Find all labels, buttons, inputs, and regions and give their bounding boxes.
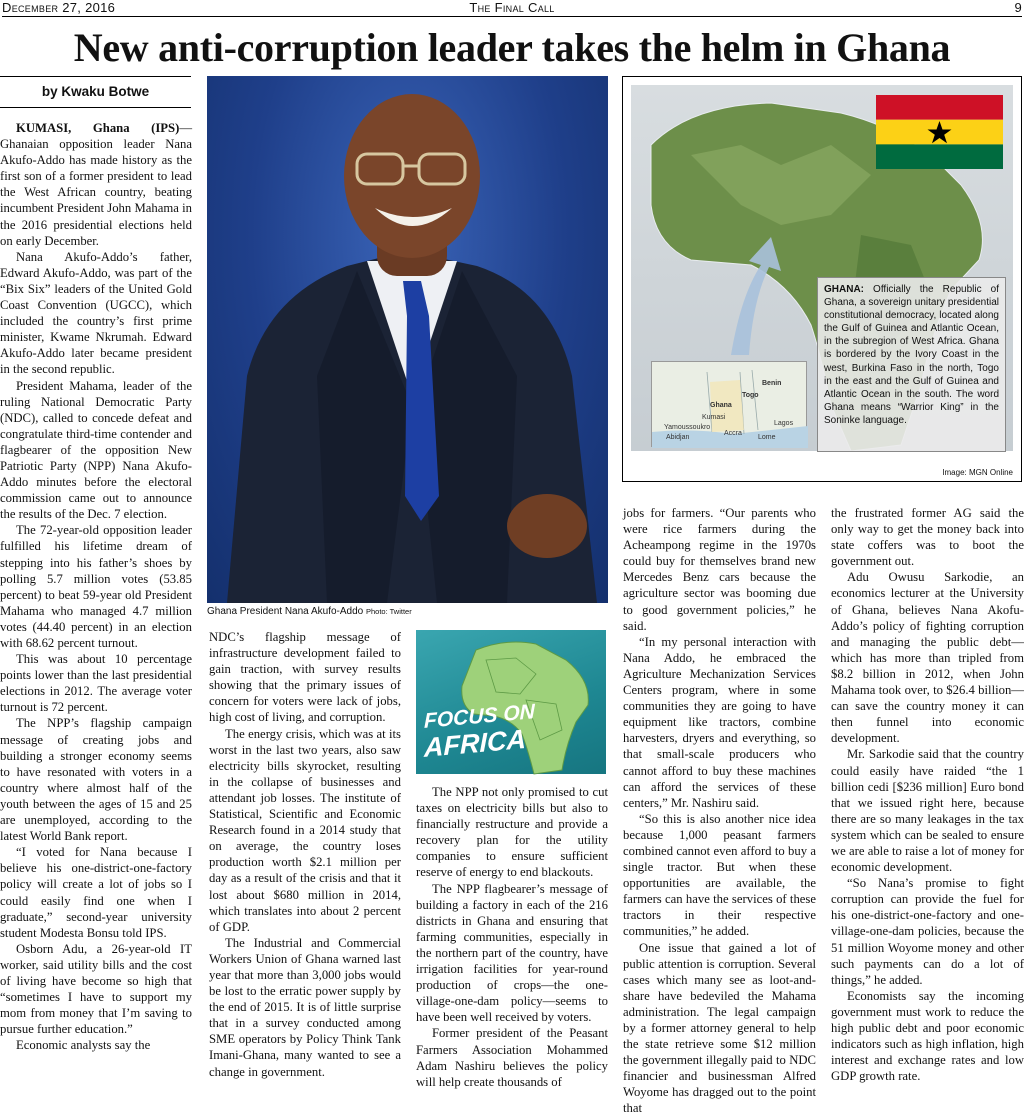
paragraph: The 72-year-old opposition leader fulfilled his lifetime dream of stepping into his father’s shoes by polling 5.7 million votes (53.85 percent) to beat 59-year old President Mahama who managed 4.7 million votes (44.40 percent) in an election with 68.62 percent turnout. xyxy=(0,523,192,650)
running-head xyxy=(2,0,1022,17)
paragraph: The energy crisis, which was at its worst in the last two years, also saw electricity bills skyrocket, resulting in the collapse of businesses and attendant job losses. The institute of Statistical, Scientific and Economic Research found in a 2014 study that on average, the country loses production worth $2.1 million per day as a result of the crisis and that it lost about $680 million in 2014, which translates into about 2 percent of GDP. xyxy=(209,726,401,934)
africa-map xyxy=(631,85,1013,451)
article-column-5 xyxy=(831,505,1024,1108)
ghana-info-box xyxy=(817,277,1006,452)
caption-text: Ghana President Nana Akufo-Addo xyxy=(207,606,364,617)
inset-label: Abidjan xyxy=(666,434,690,441)
paragraph: This was about 10 percentage points lower than the last presidential elections in 2012. The average voter turnout is 72 percent. xyxy=(0,652,192,715)
paragraph: Economists say the incoming government must work to reduce the high public debt and poor economic indicators such as high inflation, high interest and exchange rates and low GDP growth rate. xyxy=(831,988,1024,1084)
inset-label: Yamoussoukro xyxy=(664,424,711,431)
president-photo xyxy=(207,76,608,603)
article-headline: New anti-corruption leader takes the helm in Ghana xyxy=(73,25,951,70)
paragraph: jobs for farmers. “Our parents who were rice farmers during the Acheampong regime in the 1970s could buy for themselves brand new Mercedes Benz cars because the agriculture sector was booming due to good government policies,” he said. xyxy=(623,506,816,633)
focus-line-2: AFRICA xyxy=(424,723,526,763)
inset-label: Lome xyxy=(758,434,776,441)
paragraph: One issue that gained a lot of public attention is corruption. Several cases which many see as loot-and-share have bedeviled the Mahama administration. The legal campaign by a former attorney general to help the state retrieve some $12 million the government illegally paid to NDC financier and businessman Alfred Woyome has dragged out to the point that xyxy=(623,940,816,1116)
paragraph: The NPP’s flagship campaign message of creating jobs and building a stronger economy seems to have resonated with voters in a country where almost half of the youth between the ages of 15 and 25 are unemployed, according to the latest World Bank report. xyxy=(0,716,192,844)
inset-label: Togo xyxy=(742,392,759,399)
paragraph: “In my personal interaction with Nana Addo, he embraced the Agriculture Mechanization Services Centers program, where in some communities they are going to have equipment like tractors, combine harvesters, dryers and everything, so that small-scale producers who cannot afford to buy these machines can afford the services of these centers,” Mr. Nashiru said. xyxy=(623,634,816,810)
inset-label: Kumasi xyxy=(702,414,726,421)
inset-label: Accra xyxy=(724,430,742,437)
focus-line-1: FOCUS ON xyxy=(424,700,535,733)
ghana-map-figure xyxy=(622,76,1022,482)
page-number: 9 xyxy=(1014,0,1022,15)
paragraph: NDC’s flagship message of infrastructure development failed to gain traction, with survey results showing that the primary issues of concern for voters were lack of jobs, high cost of living, and corruption. xyxy=(209,630,401,725)
info-text: Officially the Republic of Ghana, a sovereign unitary presidential constitutional democracy, located along the Gulf of Guinea and Atlantic Ocean, in the subregion of West Africa. Ghana is bordered by the Ivory Coast in the west, Burkina Faso in the north, Togo in the east and the Gulf of Guinea and Atlantic Ocean in the south. The word Ghana means “Warrior King” in the Soninke language. xyxy=(824,284,999,426)
inset-map-west-africa xyxy=(651,361,807,447)
article-column-1 xyxy=(0,120,192,1108)
paragraph: Mr. Sarkodie said that the country could easily have raided “the 1 billion cedi [$236 million] Euro bond that we issued right here, because there are so many leakages in the tax system which can be sealed to ensure we are able to raise a lot of money for economic development. xyxy=(831,747,1024,875)
paragraph: Former president of the Peasant Farmers Association Mohammed Adam Nashiru believes the policy will help create thousands of xyxy=(416,1026,608,1089)
image-credit: Image: MGN Online xyxy=(942,468,1013,477)
paragraph: President Mahama, leader of the ruling National Democratic Party (NDC), called to concede defeat and congratulate third-time contender and flagbearer of the opposition New Patriotic Party (NPP) Nana Akufo-Addo minutes before the electoral commission came out to announce the results of the Dec. 7 election. xyxy=(0,378,192,522)
paragraph: “I voted for Nana because I believe his one-district-one-factory policy will create a lot of jobs so I could easily find one when I graduate,” second-year university student Modesta Bonsu told IPS. xyxy=(0,845,192,940)
paragraph: Economic analysts say the xyxy=(16,1038,151,1053)
paragraph: “So Nana’s promise to fight corruption can provide the fuel for his one-district-one-factory and one-village-one-dam policies, because the 51 million Woyome money and other such payments can do a lot of things,” he added. xyxy=(831,876,1024,987)
inset-label: Ghana xyxy=(710,402,732,409)
publication-name: The Final Call xyxy=(469,0,555,15)
photo-credit: Photo: Twitter xyxy=(366,607,412,616)
photo-caption xyxy=(207,605,608,619)
focus-on-africa-graphic xyxy=(416,630,606,774)
focus-title xyxy=(424,699,535,761)
paragraph: Nana Akufo-Addo’s father, Edward Akufo-Addo, was part of the “Bix Six” leaders of the United Gold Coast Convention (UGCC), which included the country’s first prime minister, Kwame Nkrumah. Edward Akufo-Addo later became president in the second republic. xyxy=(0,249,192,377)
paragraph: —Ghanaian opposition leader Nana Akufo-Addo has made history as the first son of a former president to lead the West African country, beating incumbent President John Mahama in the 2016 presidential elections held on early December. xyxy=(0,121,192,248)
article-column-3 xyxy=(416,784,608,1108)
inset-label: Lagos xyxy=(774,420,794,427)
inset-label: Benin xyxy=(762,380,782,387)
byline: by Kwaku Botwe xyxy=(0,76,191,108)
ghana-flag xyxy=(876,95,1003,169)
dateline: KUMASI, Ghana (IPS) xyxy=(16,121,180,135)
issue-date: December 27, 2016 xyxy=(2,0,116,15)
article-column-2 xyxy=(209,629,401,1108)
portrait-illustration xyxy=(207,76,608,603)
article-column-4 xyxy=(623,505,816,1116)
paragraph: Adu Owusu Sarkodie, an economics lecturer at the University of Ghana, believes Nana Akofu-Addo’s policy of fighting corruption and managing the public debt—which has more than tripled from $8.2 billion in 2012, when John Mahama took over, to $26.4 billion—can save the country money it can then funnel into economic development. xyxy=(831,570,1024,746)
paragraph: The NPP not only promised to cut taxes on electricity bills but also to financially restructure and provide a recovery plan for the utility companies to ensure sufficient reserve of energy to end blackouts. xyxy=(416,785,608,880)
paragraph: The Industrial and Commercial Workers Union of Ghana warned last year that more than 3,000 jobs would be lost to the erratic power supply by the end of 2015. It is of little surprise that in a survey conducted among SME operators by Policy Think Tank Imani-Ghana, many wanted to see a change in government. xyxy=(209,935,401,1079)
paragraph: The NPP flagbearer’s message of building a factory in each of the 216 districts in Ghana and ensuring that farming communities, especially in the northern part of the country, have irrigation facilities for year-round production of crops—the one-village-one-dam policy—seems to have been well received by voters. xyxy=(416,881,608,1025)
paragraph: “So this is also another nice idea because 1,000 peasant farmers combined cannot even afford to buy a single tractor. But when these opportunities are available, the farmers can have the services of these tractors in their respective communities,” he added. xyxy=(623,811,816,939)
info-label: GHANA: xyxy=(824,284,864,295)
paragraph: Osborn Adu, a 26-year-old IT worker, said utility bills and the cost of living have become so high that “sometimes I have to support my mom from money that I’m saving to pursue further education.” xyxy=(0,941,192,1037)
paragraph: the frustrated former AG said the only way to get the money back into state coffers was to boot the government out. xyxy=(831,506,1024,569)
